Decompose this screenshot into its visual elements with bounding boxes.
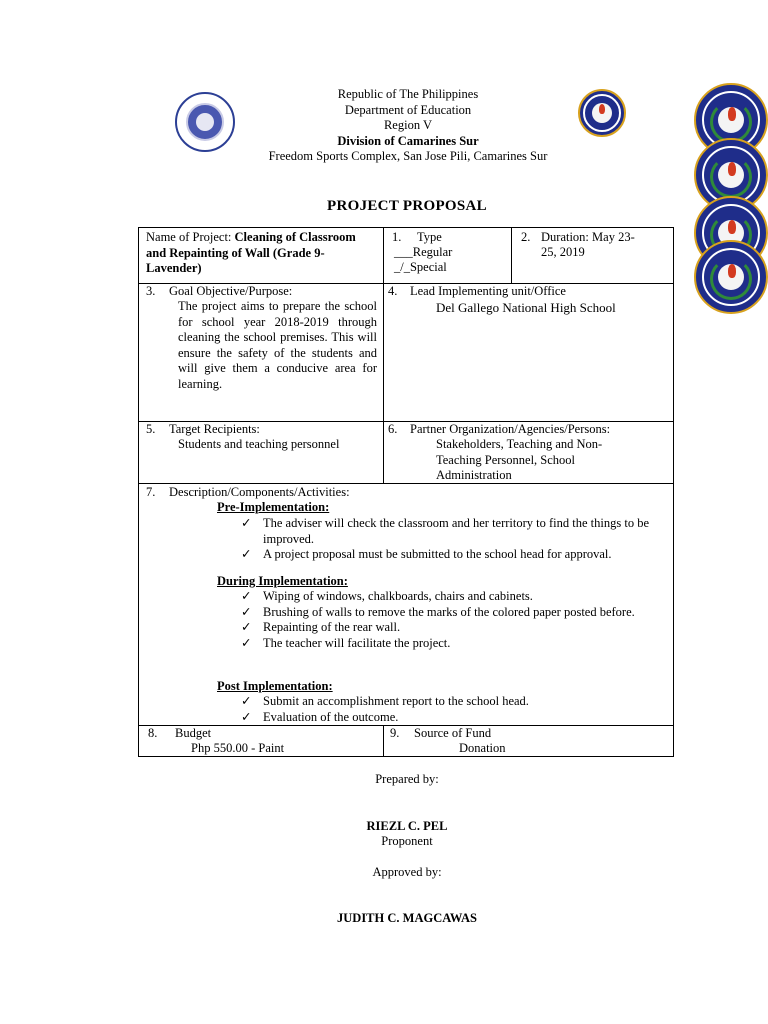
letterhead-division: Division of Camarines Sur: [337, 133, 479, 148]
deped-seal-logo: [175, 92, 235, 152]
letterhead-region: Region V: [383, 118, 433, 133]
school-seal-logo: [578, 89, 626, 137]
check-icon: ✓: [241, 604, 252, 619]
document-title: PROJECT PROPOSAL: [327, 198, 487, 214]
prepared-by-label: Prepared by:: [375, 772, 439, 786]
cell-type: [383, 227, 512, 284]
project-name-block: [146, 230, 378, 277]
check-icon: ✓: [241, 694, 252, 708]
budget-value: Php 550.00 - Paint: [191, 741, 285, 755]
proponent-name: RIEZL C. PEL: [366, 819, 448, 833]
letterhead-address: Freedom Sports Complex, San Jose Pili, Camarines Sur: [268, 149, 548, 164]
list-item: ✓ Brushing of walls to remove the marks of the colored paper posted before.: [241, 604, 635, 619]
cell-partner: [383, 421, 674, 484]
cell-fund: [383, 725, 674, 757]
list-item: ✓ The adviser will check the classroom and her territory to find the things to be improved.: [241, 516, 649, 546]
list-item: ✓ Repainting of the rear wall.: [241, 620, 401, 634]
target-number: 5.: [146, 422, 156, 436]
description-label: Description/Components/Activities:: [169, 485, 350, 499]
check-icon: ✓: [241, 709, 252, 724]
partner-label: Partner Organization/Agencies/Persons:: [410, 422, 611, 436]
approver-name: JUDITH C. MAGCAWAS: [337, 911, 477, 925]
lead-label: Lead Implementing unit/Office: [410, 284, 566, 298]
type-option-regular: ___Regular: [394, 245, 453, 259]
list-item: ✓ Wiping of windows, chalkboards, chairs and cabinets.: [241, 589, 533, 603]
approved-by-label: Approved by:: [372, 865, 442, 879]
cell-description: [138, 483, 674, 726]
list-item: ✓ Submit an accomplishment report to the school head.: [241, 694, 529, 708]
target-value: Students and teaching personnel: [178, 437, 340, 451]
during-implementation-list: [239, 589, 659, 651]
letterhead-republic: Republic of The Philippines: [337, 87, 479, 101]
cell-lead-unit: [383, 283, 674, 422]
type-label: Type: [417, 230, 442, 244]
check-icon: ✓: [241, 620, 252, 634]
list-item: ✓ A project proposal must be submitted to the school head for approval.: [241, 547, 612, 561]
post-implementation-heading: Post Implementation:: [217, 679, 333, 693]
description-number: 7.: [146, 485, 156, 499]
project-name-value: Cleaning of Classroom and Repainting of Wall (Grade 9-Lavender): [146, 230, 356, 275]
duration-label: Duration: May 23-: [541, 230, 635, 244]
goal-label: Goal Objective/Purpose:: [169, 284, 293, 298]
goal-text: The project aims to prepare the school for school year 2018-2019 through cleaning the school premises. This will ensure the safety of the students and will give them a conducive area for learning.: [178, 299, 377, 391]
target-label: Target Recipients:: [169, 422, 260, 436]
cell-target: [138, 421, 384, 484]
check-icon: ✓: [241, 589, 252, 603]
fund-value: Donation: [459, 741, 506, 755]
budget-label: Budget: [175, 726, 212, 740]
project-name-label: Name of Project:: [146, 230, 235, 244]
check-icon: ✓: [241, 547, 252, 561]
check-icon: ✓: [241, 516, 252, 530]
school-seal-stack-4: [694, 240, 768, 314]
lead-value: Del Gallego National High School: [436, 300, 616, 315]
post-implementation-list: [239, 694, 659, 725]
partner-value: Stakeholders, Teaching and Non-Teaching Personnel, School Administration: [436, 437, 603, 482]
letterhead-department: Department of Education: [344, 102, 472, 117]
cell-project-name: [138, 227, 384, 284]
partner-number: 6.: [388, 422, 398, 436]
cell-budget: [138, 725, 384, 757]
cell-duration: [511, 227, 674, 284]
type-option-special: _/_Special: [394, 260, 447, 274]
proponent-role: Proponent: [381, 834, 433, 848]
list-item: ✓ Evaluation of the outcome.: [241, 709, 399, 724]
lead-number: 4.: [388, 284, 398, 298]
letterhead: [240, 87, 576, 165]
budget-number: 8.: [148, 726, 158, 740]
goal-number: 3.: [146, 284, 156, 298]
duration-dates: 25, 2019: [541, 245, 585, 259]
pre-implementation-heading: Pre-Implementation:: [217, 500, 330, 514]
duration-number: 2.: [521, 230, 531, 244]
fund-number: 9.: [390, 726, 400, 740]
fund-label: Source of Fund: [414, 726, 492, 740]
cell-goal: [138, 283, 384, 422]
list-item: ✓ The teacher will facilitate the project.: [241, 635, 451, 650]
check-icon: ✓: [241, 635, 252, 650]
during-implementation-heading: During Implementation:: [217, 574, 348, 588]
pre-implementation-list: [239, 516, 659, 563]
type-number: 1.: [392, 230, 402, 244]
